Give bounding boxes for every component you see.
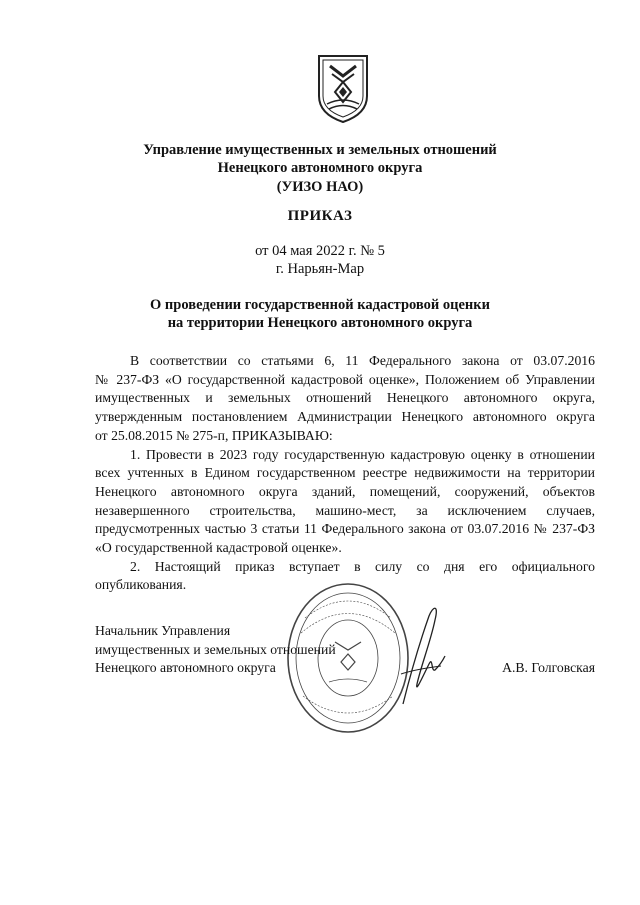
signatory-position-line-1: Начальник Управления (95, 623, 231, 638)
item-1-line: «О государственной кадастровой оценке». (95, 540, 342, 556)
item-2-line: опубликования. (95, 577, 187, 593)
org-name-line-1: Управление имущественных и земельных отношений (143, 142, 497, 158)
item-1-line: 1. Провести в 2023 году государственную кадастровую оценку в отношении (130, 446, 595, 462)
item-1-paragraph (95, 446, 595, 558)
item-2-line: 2. Настоящий приказ вступает в силу со дня его официального (130, 558, 595, 574)
handwritten-signature-icon (395, 600, 455, 710)
document-title: ПРИКАЗ (287, 208, 353, 224)
intro-line: В соответствии со статьями 6, 11 Федерального закона от 03.07.2016 (130, 353, 595, 368)
coat-of-arms-icon (313, 52, 373, 126)
item-1-line: Ненецкого автономного округа зданий, помещений, сооружений, объектов (95, 483, 595, 499)
org-abbreviation: (УИЗО НАО) (276, 179, 364, 195)
intro-line: № 237-ФЗ «О государственной кадастровой оценке», Положением об Управлении (95, 371, 595, 387)
signatory-position (95, 622, 336, 678)
order-subject-line-1: О проведении государственной кадастровой оценки (150, 297, 490, 313)
signatory-name: А.В. Голговская (502, 660, 595, 675)
item-1-line: незавершенного строительства, машино-мест, за исключением случаев, (95, 502, 595, 518)
intro-paragraph (95, 352, 595, 446)
signatory-position-line-2: имущественных и земельных отношений (95, 641, 336, 657)
order-date-number: от 04 мая 2022 г. № 5 (255, 243, 385, 259)
item-1-line: предусмотренных частью 3 статьи 11 Федерального закона от 03.07.2016 № 237-ФЗ (95, 521, 595, 537)
order-body (95, 352, 595, 595)
org-name-line-2: Ненецкого автономного округа (217, 160, 423, 176)
signatory-position-line-3: Ненецкого автономного округа (95, 660, 276, 676)
item-1-line: всех учтенных в Едином государственном реестре недвижимости на территории (95, 465, 595, 481)
order-subject-line-2: на территории Ненецкого автономного округа (167, 315, 473, 331)
intro-line: имущественных и земельных отношений Ненецкого автономного округа, (95, 390, 595, 406)
intro-line: утвержденным постановлением Администрации Ненецкого автономного округа (95, 409, 595, 425)
intro-line: от 25.08.2015 № 275-п, ПРИКАЗЫВАЮ: (95, 427, 333, 443)
order-city: г. Нарьян-Мар (275, 261, 365, 277)
